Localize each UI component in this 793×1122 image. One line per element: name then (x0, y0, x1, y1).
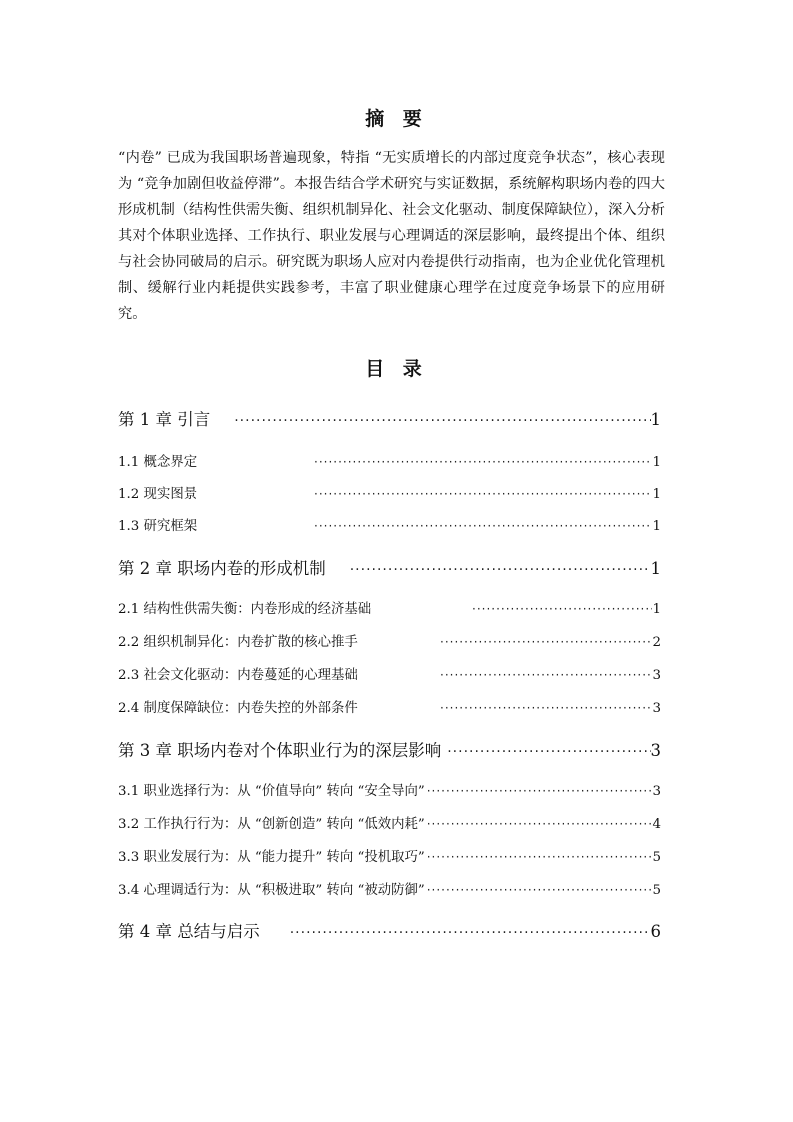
toc-entry-section-3-3[interactable] (118, 846, 661, 865)
toc-leader-dots (440, 635, 652, 649)
toc-entry-label: 3.2 工作执行行为：从 “创新创造” 转向 “低效内耗” (118, 817, 425, 832)
toc-leader-dots (472, 602, 652, 616)
toc-leader-dots (234, 413, 650, 429)
toc-leader-dots (350, 562, 651, 578)
toc-entry-label: 第 2 章 职场内卷的形成机制 (118, 559, 326, 578)
toc-leader-dots (427, 784, 653, 798)
toc-entry-label: 第 4 章 总结与启示 (118, 922, 260, 941)
toc-entry-chapter-3[interactable] (118, 737, 661, 761)
toc-entry-page: 3 (650, 741, 661, 760)
toc-entry-label: 第 1 章 引言 (118, 410, 211, 429)
toc-entry-page: 6 (650, 922, 661, 941)
toc-entry-page: 5 (652, 883, 661, 898)
toc-entry-chapter-4[interactable] (118, 918, 661, 942)
abstract-title: 摘 要 (365, 108, 428, 130)
toc-entry-label: 2.2 组织机制异化：内卷扩散的核心推手 (118, 635, 358, 650)
toc-entry-page: 1 (650, 559, 661, 578)
toc-entry-page: 3 (652, 701, 661, 716)
toc-entry-page: 5 (652, 850, 661, 865)
toc-title: 目 录 (365, 358, 428, 380)
toc-entry-label: 1.3 研究框架 (118, 519, 198, 534)
toc-leader-dots (427, 883, 653, 897)
toc-entry-label: 第 3 章 职场内卷对个体职业行为的深层影响 (118, 741, 442, 760)
toc-leader-dots (447, 744, 650, 760)
toc-leader-dots (440, 701, 652, 715)
toc-entry-page: 1 (652, 487, 661, 502)
toc-entry-label: 3.4 心理调适行为：从 “积极进取” 转向 “被动防御” (118, 883, 425, 898)
toc-leader-dots (427, 817, 653, 831)
toc-entry-label: 3.3 职业发展行为：从 “能力提升” 转向 “投机取巧” (118, 850, 425, 865)
toc-entry-section-3-4[interactable] (118, 879, 661, 898)
toc-entry-label: 2.1 结构性供需失衡：内卷形成的经济基础 (118, 602, 372, 617)
toc-entry-chapter-2[interactable] (118, 555, 661, 579)
toc-entry-section-2-3[interactable] (118, 664, 661, 683)
toc-entry-page: 4 (652, 817, 661, 832)
toc-leader-dots (314, 519, 652, 533)
toc-entry-page: 1 (650, 410, 661, 429)
toc-entry-page: 1 (652, 455, 661, 470)
toc-leader-dots (440, 668, 652, 682)
abstract-text: “内卷” 已成为我国职场普遍现象，特指 “无实质增长的内部过度竞争状态”，核心表现为 “竞争加剧但收益停滞”。本报告结合学术研究与实证数据，系统解构职场内卷的四大形成机制（结构性供需失衡、组织机制异化、社会文化驱动、制度保障缺位），深入分析其对个体职业选择、工作执行、职业发展与心理调适的深层影响，最终提出个体、组织与社会协同破局的启示。研究既为职场人应对内卷提供行动指南，也为企业优化管理机制、缓解行业内耗提供实践参考，丰富了职业健康心理学在过度竞争场景下的应用研究。 (118, 150, 665, 322)
toc-entry-label: 1.2 现实图景 (118, 487, 198, 502)
toc-entry-section-2-2[interactable] (118, 631, 661, 650)
toc-entry-label: 2.3 社会文化驱动：内卷蔓延的心理基础 (118, 668, 358, 683)
toc-entry-label: 3.1 职业选择行为：从 “价值导向” 转向 “安全导向” (118, 784, 425, 799)
toc-entry-page: 3 (652, 668, 661, 683)
toc-entry-page: 2 (652, 635, 661, 650)
toc-entry-label: 1.1 概念界定 (118, 455, 198, 470)
toc-entry-section-1-3[interactable] (118, 515, 661, 534)
toc-entry-section-3-1[interactable] (118, 780, 661, 799)
toc-entry-page: 1 (652, 519, 661, 534)
toc-entry-page: 1 (652, 602, 661, 617)
toc-entry-section-1-2[interactable] (118, 483, 661, 502)
toc-leader-dots (314, 455, 652, 469)
toc-entry-section-1-1[interactable] (118, 451, 661, 470)
toc-entry-section-2-4[interactable] (118, 697, 661, 716)
toc-entry-chapter-1[interactable] (118, 406, 661, 430)
toc-leader-dots (290, 925, 651, 941)
toc-leader-dots (427, 850, 653, 864)
toc-entry-section-2-1[interactable] (118, 598, 661, 617)
toc-entry-section-3-2[interactable] (118, 813, 661, 832)
toc-leader-dots (314, 487, 652, 501)
toc-entry-page: 3 (652, 784, 661, 799)
toc-entry-label: 2.4 制度保障缺位：内卷失控的外部条件 (118, 701, 358, 716)
